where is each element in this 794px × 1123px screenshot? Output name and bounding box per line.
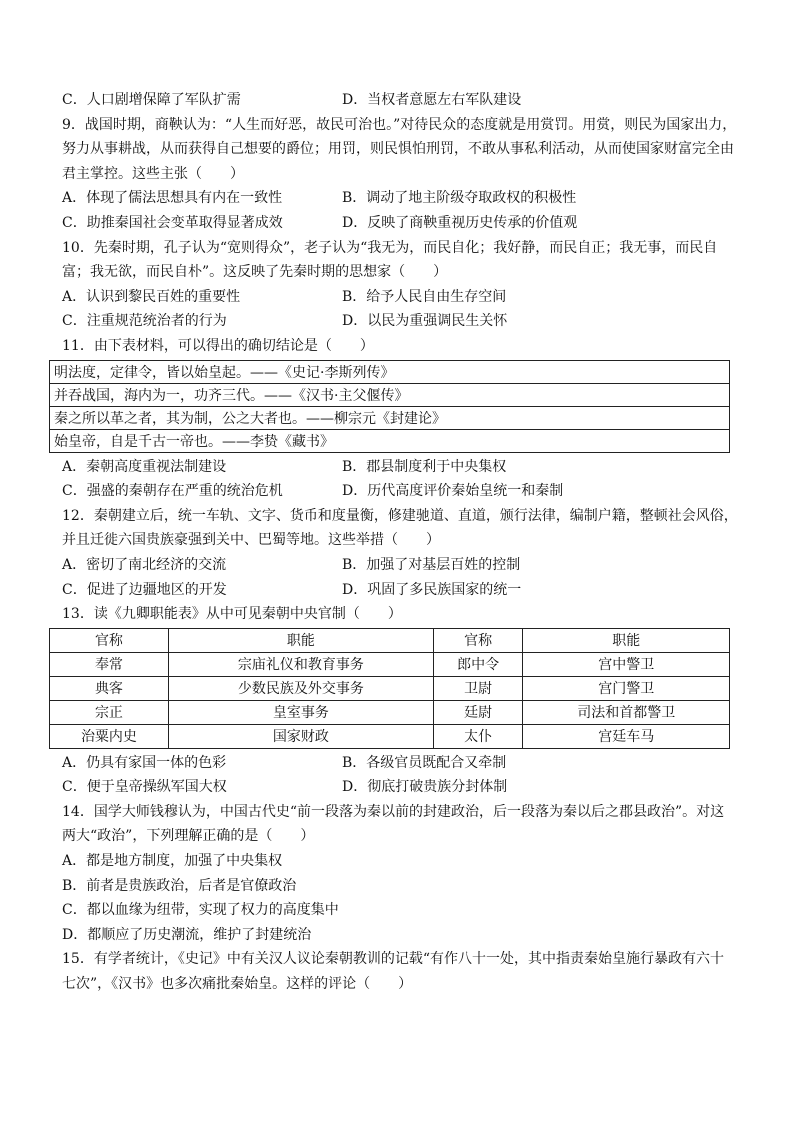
q9-option-a[interactable]: A．体现了儒法思想具有内在一致性 (62, 190, 283, 207)
table-cell: 宫中警卫 (523, 652, 730, 676)
exam-page (54, 88, 738, 997)
table-cell: 少数民族及外交事务 (168, 676, 433, 700)
q12-option-d[interactable]: D．巩固了多民族国家的统一 (342, 581, 522, 598)
q12-options-row-1 (62, 553, 732, 578)
table-row (50, 724, 730, 748)
q10-option-b[interactable]: B．给予人民自由生存空间 (342, 288, 507, 305)
table-cell: 皇室事务 (168, 700, 433, 724)
q9-option-c[interactable]: C．助推秦国社会变革取得显著成效 (62, 214, 283, 231)
table-cell: 典客 (50, 676, 169, 700)
q13-option-a[interactable]: A．仍具有家国一体的色彩 (62, 754, 227, 771)
table-row (50, 383, 730, 406)
q9-stem-line-1: 9．战国时期，商鞅认为：“人生而好恶，故民可治也。”对待民众的态度就是用赏罚。用赏，则民为国家出力， (62, 116, 737, 133)
q14-stem-line-2: 两大“政治”，下列理解正确的是（ ） (62, 828, 315, 845)
table-cell: 宫门警卫 (523, 676, 730, 700)
table-cell: 国家财政 (168, 724, 433, 748)
q10-options-row-1 (62, 285, 732, 310)
table-cell: 廷尉 (433, 700, 523, 724)
table-row (50, 406, 730, 429)
q11-option-d[interactable]: D．历代高度评价秦始皇统一和秦制 (342, 483, 564, 500)
header-cell: 官称 (433, 628, 523, 652)
table-cell: 司法和首都警卫 (523, 700, 730, 724)
table-row (50, 652, 730, 676)
q12-stem-line-1: 12．秦朝建立后，统一车轨、文字、货币和度量衡，修建驰道、直道，颁行法律，编制户籍，整顿社会风俗， (62, 507, 738, 524)
header-cell: 职能 (523, 628, 730, 652)
q11-option-a[interactable]: A．秦朝高度重视法制建设 (62, 458, 227, 475)
q10-options-row-2 (62, 309, 732, 334)
q10-option-d[interactable]: D．以民为重强调民生关怀 (342, 313, 508, 330)
q11-option-c[interactable]: C．强盛的秦朝存在严重的统治危机 (62, 483, 283, 500)
q13-option-c[interactable]: C．便于皇帝操纵军国大权 (62, 779, 227, 796)
q15-stem-line-2: 七次”，《汉书》也多次痛批秦始皇。这样的评论（ ） (62, 976, 413, 993)
q12-options-row-2 (62, 578, 732, 603)
q9-option-b[interactable]: B．调动了地主阶级夺取政权的积极性 (342, 190, 577, 207)
q9-options-row-1 (62, 186, 732, 211)
q12-option-a[interactable]: A．密切了南北经济的交流 (62, 556, 227, 573)
q14-option-c[interactable]: C．都以血缘为纽带，实现了权力的高度集中 (62, 902, 339, 919)
q15-stem-line-1: 15．有学者统计，《史记》中有关汉人议论秦朝教训的记载“有作八十一处，其中指责秦始皇施行暴政有六十 (62, 951, 724, 968)
q12-option-c[interactable]: C．促进了边疆地区的开发 (62, 581, 227, 598)
q9-options-row-2 (62, 211, 732, 236)
q13-option-d[interactable]: D．彻底打破贵族分封体制 (342, 779, 508, 796)
table-cell: 宫廷车马 (523, 724, 730, 748)
q11-stem: 11．由下表材料，可以得出的确切结论是（ ） (62, 337, 374, 354)
q8-options-row-2 (62, 88, 732, 113)
q13-stem: 13．读《九卿职能表》从中可见秦朝中央官制（ ） (62, 606, 402, 623)
table-cell: 宗正 (50, 700, 169, 724)
q10-option-a[interactable]: A．认识到黎民百姓的重要性 (62, 288, 241, 305)
q9-stem-line-3: 君主掌控。这些主张（ ） (62, 165, 244, 182)
q14-option-d[interactable]: D．都顺应了历史潮流，维护了封建统治 (62, 926, 312, 943)
q10-stem-line-1: 10．先秦时期，孔子认为“宽则得众”，老子认为“我无为，而民自化；我好静，而民自正；我无事，而民自 (62, 239, 718, 256)
q9-stem-line-2: 努力从事耕战，从而获得自己想要的爵位；用罚，则民惧怕刑罚，不敢从事私利活动，从而使国家财富完全由 (62, 141, 734, 158)
q11-options-row-1 (62, 455, 732, 480)
q12-stem-line-2: 并且迁徙六国贵族豪强到关中、巴蜀等地。这些举措（ ） (62, 532, 440, 549)
q14-option-b[interactable]: B．前者是贵族政治，后者是官僚政治 (62, 877, 297, 894)
q11-material-table (49, 360, 730, 453)
q14-option-a[interactable]: A．都是地方制度，加强了中央集权 (62, 853, 283, 870)
q10-option-c[interactable]: C．注重规范统治者的行为 (62, 313, 227, 330)
q13-option-b[interactable]: B．各级官员既配合又牵制 (342, 754, 507, 771)
table-cell: 郎中令 (433, 652, 523, 676)
table-cell: 宗庙礼仪和教育事务 (168, 652, 433, 676)
table-cell: 始皇帝，自是千古一帝也。——李贽《藏书》 (50, 429, 730, 452)
q8-option-d[interactable]: D．当权者意愿左右军队建设 (342, 92, 522, 108)
q9-option-d[interactable]: D．反映了商鞅重视历史传承的价值观 (342, 214, 578, 231)
q13-options-row-2 (62, 775, 732, 800)
header-cell: 职能 (168, 628, 433, 652)
q12-option-b[interactable]: B．加强了对基层百姓的控制 (342, 556, 521, 573)
q14-stem-line-1: 14．国学大师钱穆认为，中国古代史“前一段落为秦以前的封建政治，后一段落为秦以后之郡县政治”。对这 (62, 803, 725, 820)
q11-option-b[interactable]: B．郡县制度利于中央集权 (342, 458, 507, 475)
q13-nine-ministers-table (49, 628, 730, 749)
q10-stem-line-2: 富；我无欲，而民自朴”。这反映了先秦时期的思想家（ ） (62, 264, 448, 281)
table-cell: 卫尉 (433, 676, 523, 700)
table-cell: 治粟内史 (50, 724, 169, 748)
table-cell: 明法度，定律令，皆以始皇起。——《史记·李斯列传》 (50, 360, 730, 383)
table-row (50, 676, 730, 700)
table-row (50, 700, 730, 724)
q8-option-c[interactable]: C．人口剧增保障了军队扩需 (62, 92, 241, 108)
table-cell: 秦之所以革之者，其为制，公之大者也。——柳宗元《封建论》 (50, 406, 730, 429)
table-cell: 太仆 (433, 724, 523, 748)
q11-options-row-2 (62, 479, 732, 504)
header-cell: 官称 (50, 628, 169, 652)
table-row (50, 360, 730, 383)
table-row (50, 429, 730, 452)
q13-options-row-1 (62, 751, 732, 776)
table-cell: 奉常 (50, 652, 169, 676)
table-header-row (50, 628, 730, 652)
table-cell: 并吞战国，海内为一，功齐三代。——《汉书·主父偃传》 (50, 383, 730, 406)
